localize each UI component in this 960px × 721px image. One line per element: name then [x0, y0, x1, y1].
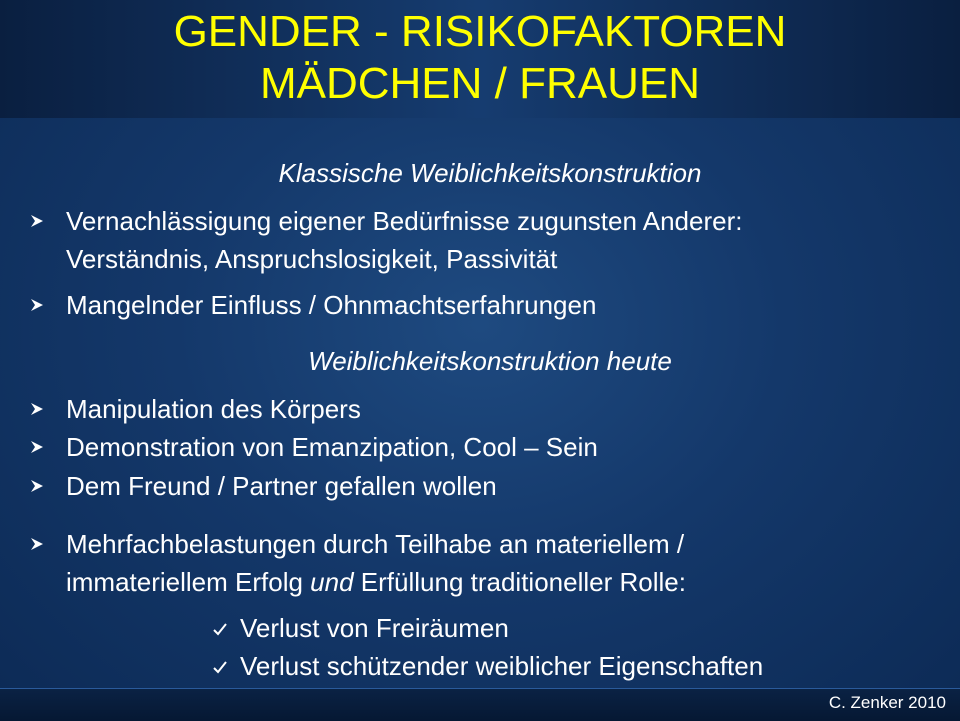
bullet-text-line: Mehrfachbelastungen durch Teilhabe an materiellem / — [66, 529, 685, 559]
arrowhead-bullet-icon — [30, 440, 44, 454]
arrowhead-bullet-icon — [30, 537, 44, 551]
slide-title — [0, 6, 960, 110]
bullet-text-line: Verständnis, Anspruchslosigkeit, Passivität — [66, 244, 558, 274]
checkmark-icon — [212, 659, 228, 675]
bullet-text-line: Mangelnder Einfluss / Ohnmachtserfahrungen — [66, 290, 597, 320]
title-line-2: MÄDCHEN / FRAUEN — [259, 59, 701, 108]
author-credit: C. Zenker 2010 — [828, 693, 946, 712]
bullet-text-line: Manipulation des Körpers — [66, 394, 361, 424]
bullet-text-line: Demonstration von Emanzipation, Cool – Sein — [66, 432, 598, 462]
bullet-text-line — [66, 563, 926, 601]
bullet-text-line: Vernachlässigung eigener Bedürfnisse zugunsten Anderer: — [66, 206, 743, 236]
section-heading-classic: Klassische Weiblichkeitskonstruktion — [278, 158, 702, 188]
bullet-text-line: Dem Freund / Partner gefallen wollen — [66, 471, 497, 501]
arrowhead-bullet-icon — [30, 298, 44, 312]
check-text: Verlust schützender weiblicher Eigenschaften — [240, 651, 764, 681]
arrowhead-bullet-icon — [30, 214, 44, 228]
checkmark-icon — [212, 621, 228, 637]
title-line-1: GENDER - RISIKOFAKTOREN — [173, 7, 787, 56]
section-heading-today: Weiblichkeitskonstruktion heute — [308, 346, 672, 376]
arrowhead-bullet-icon — [30, 479, 44, 493]
bullet-text-emphasis: und — [310, 567, 354, 597]
arrowhead-bullet-icon — [30, 402, 44, 416]
bullet-text-segment: immateriellem Erfolg — [66, 567, 311, 597]
check-text: Verlust von Freiräumen — [240, 613, 509, 643]
footer-bar — [0, 688, 960, 721]
bullet-text-segment: Erfüllung traditioneller Rolle: — [353, 567, 686, 597]
